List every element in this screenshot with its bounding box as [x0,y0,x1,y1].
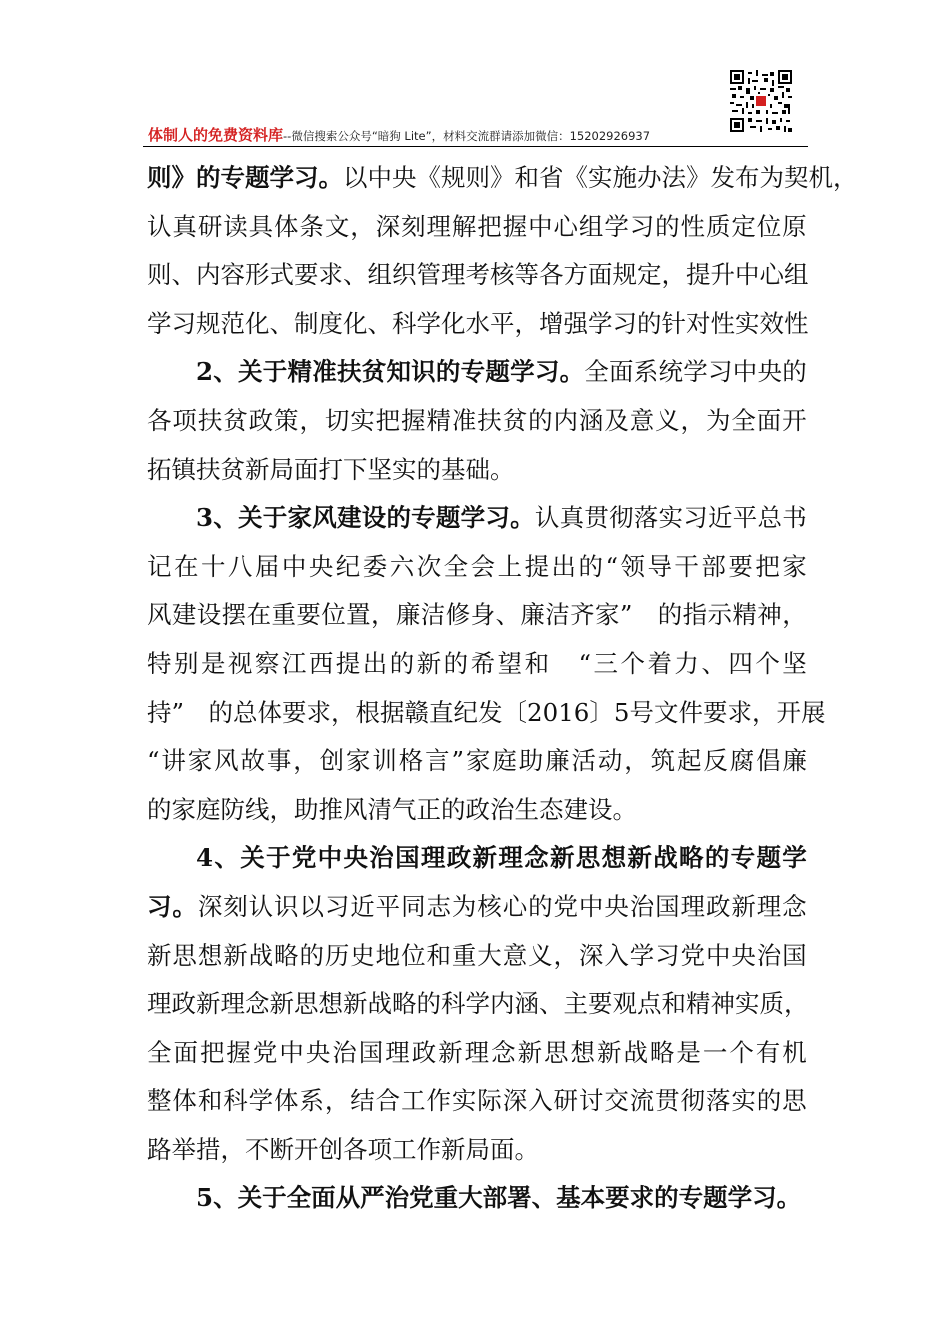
text-line: 全 面 把 握 党 中 央 治 国 理 政 新 理 念 新 思 想 新 战 略 是 一 个 有 机 [147,1037,807,1067]
text-line: 习 。 深 刻 认 识 以 习 近 平 同 志 为 核 心 的 党 中 央 治 国 理 政 新 理 念 [147,891,807,921]
text-line: 5 、 关 于 全 面 从 严 治 党 重 大 部 署 、 基 本 要 求 的 专 题 学 习 。 [196,1183,802,1213]
document-body [147,154,858,1223]
text-line: 特 别 是 视 察 江 西 提 出 的 新 的 希 望 和 “ 三 个 着 力 、 四 个 坚 [147,648,807,678]
header-subtitle: --微信搜索公众号“暗狗 Lite”，材料交流群请添加微信：15202926937 [283,129,651,143]
text-line: 持 ” 的 总 体 要 求 ， 根 据 赣 直 纪 发 〔 2016 〕 5 号 文 件 要 求 ， 开 展 [147,697,826,727]
text-line: 路 举 措 ， 不 断 开 创 各 项 工 作 新 局 面 。 [147,1134,539,1164]
text-line: 3 、 关 于 家 风 建 设 的 专 题 学 习 。 认 真 贯 彻 落 实 习 近 平 总 书 [196,503,807,533]
text-line: 风 建 设 摆 在 重 要 位 置 ， 廉 洁 修 身 、 廉 洁 齐 家 ” 的 指 示 精 神 ， [147,600,807,630]
qr-code-icon [730,70,792,132]
text-line: 记 在 十 八 届 中 央 纪 委 六 次 全 会 上 提 出 的 “ 领 导 干 部 要 把 家 [147,551,807,581]
text-line: 拓 镇 扶 贫 新 局 面 打 下 坚 实 的 基 础 。 [147,454,515,484]
text-line: 2 、 关 于 精 准 扶 贫 知 识 的 专 题 学 习 。 全 面 系 统 学 习 中 央 的 [196,357,807,387]
text-line: 则 》 的 专 题 学 习 。 以 中 央 《 规 则 》 和 省 《 实 施 办 法 》 发 布 为 契 机 ， [147,163,858,192]
text-line: 认 真 研 读 具 体 条 文 ， 深 刻 理 解 把 握 中 心 组 学 习 的 性 质 定 位 原 [147,211,807,241]
text-line: 整 体 和 科 学 体 系 ， 结 合 工 作 实 际 深 入 研 讨 交 流 贯 彻 落 实 的 思 [147,1086,807,1116]
text-line: 学 习 规 范 化 、 制 度 化 、 科 学 化 水 平 ， 增 强 学 习 的 针 对 性 实 效 性 [147,308,809,338]
text-line: 的 家 庭 防 线 ， 助 推 风 清 气 正 的 政 治 生 态 建 设 。 [147,794,637,824]
text-line: “ 讲 家 风 故 事 ， 创 家 训 格 言 ” 家 庭 助 廉 活 动 ， 筑 起 反 腐 倡 廉 [147,746,807,776]
text-line: 各 项 扶 贫 政 策 ， 切 实 把 握 精 准 扶 贫 的 内 涵 及 意 义 ， 为 全 面 开 [147,405,807,435]
text-line: 则 、 内 容 形 式 要 求 、 组 织 管 理 考 核 等 各 方 面 规 定 ， 提 升 中 心 组 [147,260,809,290]
text-line: 理 政 新 理 念 新 思 想 新 战 略 的 科 学 内 涵 、 主 要 观 点 和 精 神 实 质 ， [147,989,809,1019]
text-line: 新 思 想 新 战 略 的 历 史 地 位 和 重 大 意 义 ， 深 入 学 习 党 中 央 治 国 [147,940,807,970]
header-divider [143,146,808,147]
header-brand: 体制人的免费资料库 [148,126,284,144]
text-line: 4 、 关 于 党 中 央 治 国 理 政 新 理 念 新 思 想 新 战 略 的 专 题 学 [196,843,807,873]
page-header [148,124,808,148]
